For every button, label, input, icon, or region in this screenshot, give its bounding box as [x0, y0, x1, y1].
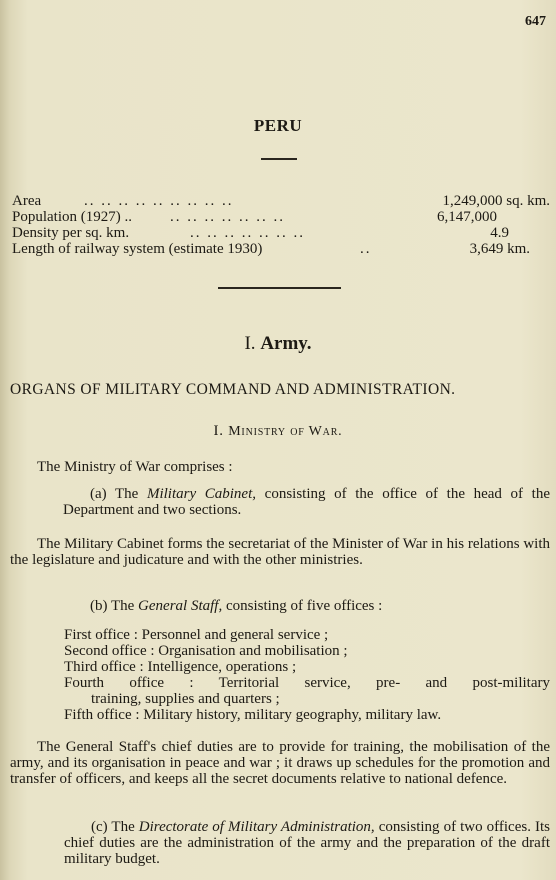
country-title: PERU — [253, 116, 303, 135]
stat-value: 4.9 — [490, 225, 509, 241]
organs-heading: ORGANS OF MILITARY COMMAND AND ADMINISTRATION. — [10, 381, 456, 398]
stat-value: 1,249,000 sq. km. — [442, 193, 550, 209]
stat-value: 6,147,000 — [437, 209, 497, 225]
item-a-text: consisting of the office of the head of the Department and two sections. — [63, 486, 551, 518]
divider-long — [218, 287, 341, 289]
office-4: Fourth office : Territorial service, pre- and post-military — [64, 675, 550, 691]
part-title: Army. — [260, 333, 312, 354]
item-a-name: Military Cabinet, — [146, 486, 257, 502]
statistics-table — [12, 193, 550, 257]
section-title: Ministry of War. — [228, 424, 343, 439]
item-b-name: General Staff, — [138, 598, 223, 614]
stat-leader-dots: .. — [360, 241, 372, 257]
office-5: Fifth office : Military history, military geography, military law. — [64, 707, 442, 723]
item-b-text: consisting of five offices : — [225, 598, 383, 614]
item-b-prefix: (b) The — [90, 598, 135, 614]
item-c-text: consisting of two offices. Its chief duties are the administration of the army and the preparation of the draft military budget. — [64, 819, 551, 867]
stat-label: Density per sq. km. — [12, 225, 130, 241]
stat-row-railway — [12, 241, 550, 257]
staff-paragraph: The General Staff's chief duties are to provide for training, the mobilisation of the army, and its organisation in peace and war ; it draws up schedules for the promotion and transfer of officers, and keeps all the secret documents relative to national defence. — [10, 739, 550, 787]
item-b-line — [90, 598, 382, 614]
item-c-name: Directorate of Military Administration, — [138, 819, 375, 835]
stat-leader-dots: .. .. .. .. .. .. .. .. .. — [84, 193, 234, 209]
page-number: 647 — [525, 14, 546, 29]
item-c-prefix: (c) The — [91, 819, 135, 835]
cabinet-paragraph: The Military Cabinet forms the secretariat of the Minister of War in his relations with the legislature and judicature and with the other ministries. — [10, 536, 550, 568]
part-heading — [0, 333, 556, 355]
stat-row-area — [12, 193, 550, 209]
stat-leader-dots: .. .. .. .. .. .. .. — [170, 209, 285, 225]
office-1: First office : Personnel and general service ; — [64, 627, 329, 643]
section-numeral: I. — [213, 423, 224, 439]
office-4-continued: training, supplies and quarters ; — [91, 691, 280, 707]
item-c-paragraph — [64, 819, 550, 867]
stat-leader-dots: .. .. .. .. .. .. .. — [190, 225, 305, 241]
item-a-prefix: (a) The — [90, 486, 139, 502]
intro-text: The Ministry of War comprises : — [37, 459, 233, 475]
section-heading — [0, 423, 556, 440]
office-2: Second office : Organisation and mobilisation ; — [64, 643, 348, 659]
stat-label: Length of railway system (estimate 1930) — [12, 241, 263, 257]
stat-label: Area — [12, 193, 42, 209]
part-numeral: I. — [244, 333, 256, 354]
stat-row-population — [12, 209, 550, 225]
office-3: Third office : Intelligence, operations ; — [64, 659, 297, 675]
divider-short — [261, 158, 297, 160]
item-a-paragraph — [63, 486, 550, 518]
stat-value: 3,649 km. — [469, 241, 530, 257]
stat-label: Population (1927) .. — [12, 209, 132, 225]
stat-row-density — [12, 225, 550, 241]
